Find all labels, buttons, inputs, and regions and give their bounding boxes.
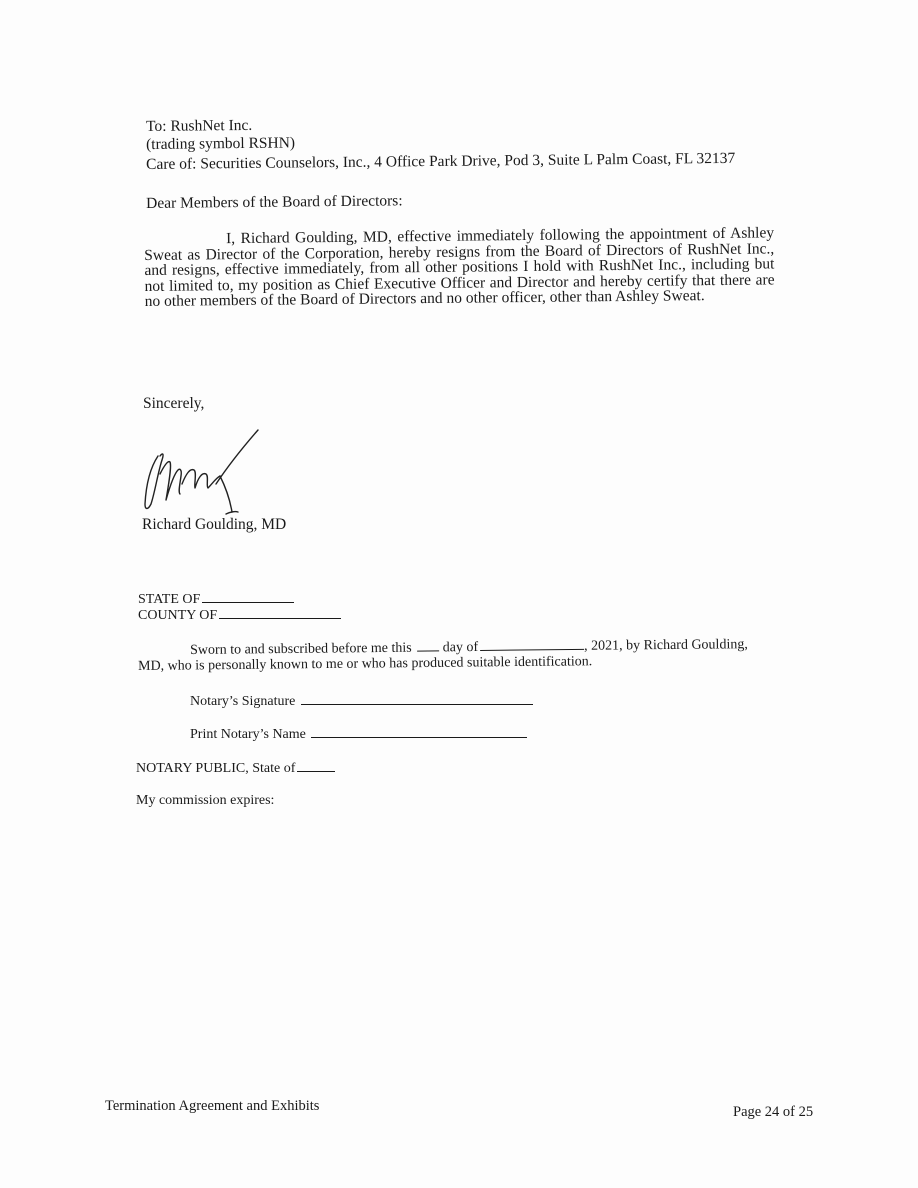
notary-signature-blank-line	[301, 692, 533, 705]
notary-name-blank-line	[311, 725, 527, 738]
care-of-line: Care of: Securities Counselors, Inc., 4 Office Park Drive, Pod 3, Suite L Palm Coast, FL 32137	[146, 149, 736, 173]
notary-name-label: Print Notary’s Name	[190, 727, 306, 742]
county-of-label: COUNTY OF	[138, 608, 218, 623]
state-blank-line	[202, 590, 294, 603]
day-blank-line	[417, 638, 439, 651]
closing: Sincerely,	[143, 395, 205, 412]
month-blank-line	[480, 637, 584, 651]
commission-expires-label: My commission expires:	[136, 793, 275, 808]
sworn-text-1: Sworn to and subscribed before me this	[190, 640, 412, 658]
sworn-statement-line-2: MD, who is personally known to me or who has produced suitable identification.	[138, 654, 593, 674]
signer-name: Richard Goulding, MD	[142, 516, 287, 533]
footer-page-number: Page 24 of 25	[733, 1104, 814, 1120]
handwritten-signature	[140, 426, 290, 522]
sworn-text-3: , 2021, by Richard Goulding,	[584, 637, 748, 654]
resignation-text: I, Richard Goulding, MD, effective immediately following the appointment of Ashley Sweat as Director of the Corporation, hereby resigns from the Board of Directors of RushNet Inc., and resigns, effective immediately, from all other positions I hold with RushNet Inc., including but not limited to, my position as Chief Executive Officer and Director and hereby certify that there are no other members of the Board of Directors and no other officer, other than Ashley Sweat.	[144, 224, 775, 310]
notary-signature-label: Notary’s Signature	[190, 694, 296, 709]
notary-signature-field	[190, 692, 533, 710]
salutation: Dear Members of the Board of Directors:	[146, 192, 403, 212]
addressee-line: To: RushNet Inc.	[146, 116, 253, 135]
state-of-label: STATE OF	[138, 592, 201, 607]
resignation-paragraph	[144, 225, 775, 309]
notary-state-blank-line	[297, 759, 335, 772]
trading-symbol-line: (trading symbol RSHN)	[146, 134, 296, 153]
sworn-text-2: day of	[442, 639, 479, 656]
notary-public-label: NOTARY PUBLIC, State of	[136, 761, 296, 776]
county-blank-line	[219, 606, 341, 619]
notary-public-field	[136, 759, 335, 777]
footer-document-title: Termination Agreement and Exhibits	[105, 1098, 320, 1114]
county-of-field	[138, 606, 341, 624]
notary-name-field	[190, 725, 527, 743]
